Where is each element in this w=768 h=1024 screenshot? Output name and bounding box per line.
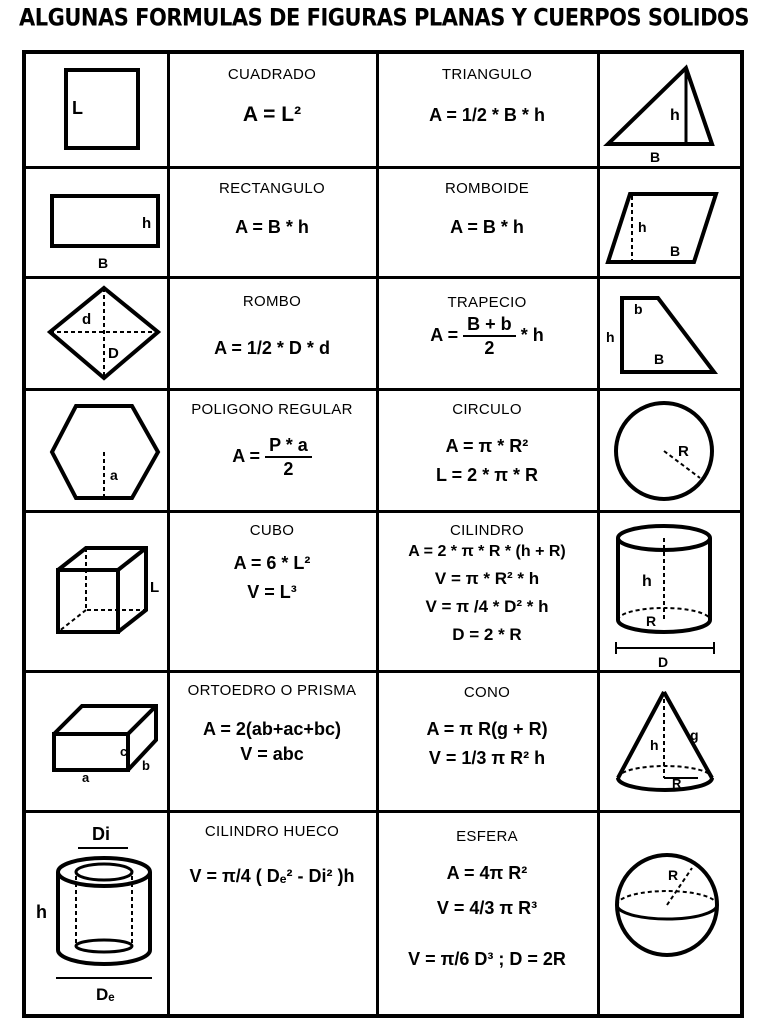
formula: A = B * h — [450, 217, 524, 237]
row-divider — [24, 810, 742, 813]
cone-figure — [614, 688, 718, 800]
shape-name: CONO — [463, 684, 511, 701]
fig-label: h — [650, 737, 659, 753]
formula: A = L² — [242, 103, 302, 126]
formula-line: V = π/6 D³ ; D = 2R — [408, 949, 566, 969]
fig-label: L — [150, 579, 160, 596]
formula-line: V = π * R² * h — [434, 569, 540, 588]
fig-label: a — [110, 467, 118, 483]
shape-name: CILINDRO HUECO — [204, 823, 340, 840]
square-figure — [50, 62, 150, 162]
fig-label: h — [142, 215, 152, 232]
fig-label: R — [678, 443, 689, 460]
row-divider — [24, 166, 742, 169]
shape-name: TRAPECIO — [447, 294, 527, 311]
row-divider — [24, 276, 742, 279]
fig-label: d — [82, 311, 92, 328]
rectangle-figure — [46, 184, 166, 274]
formula: A = 1/2 * D * d — [214, 338, 330, 358]
fig-label: B — [654, 351, 665, 367]
shape-name: POLIGONO REGULAR — [191, 401, 353, 418]
hexagon-figure — [48, 398, 162, 506]
fig-label: L — [72, 98, 83, 118]
fig-label: b — [142, 758, 150, 773]
formula-line: V = L³ — [247, 582, 297, 602]
formula: V = π/4 ( Dₑ² - Di² )h — [189, 866, 355, 886]
shape-name: CILINDRO — [449, 522, 525, 539]
formula-line: A = 6 * L² — [233, 553, 311, 573]
shape-name: RECTANGULO — [218, 180, 326, 197]
formula-line: A = π R(g + R) — [426, 719, 548, 739]
formula: A = 1/2 * B * h — [429, 105, 545, 125]
formula: A = B * h — [235, 217, 309, 237]
circle-figure — [608, 398, 720, 506]
page-title: ALGUNAS FORMULAS DE FIGURAS PLANAS Y CUERPOS SOLIDOS — [18, 3, 749, 32]
formula-line: A = 2(ab+ac+bc) — [203, 719, 341, 739]
triangle-figure — [602, 62, 722, 166]
cube-figure — [50, 540, 166, 640]
sphere-figure — [612, 850, 722, 960]
fig-label: h — [642, 573, 652, 590]
formula-line: L = 2 * π * R — [436, 465, 538, 485]
formula-line: V = 1/3 π R² h — [428, 748, 546, 768]
rhombus-figure — [46, 284, 162, 384]
fig-label: R — [668, 867, 679, 883]
fig-label: Dₑ — [96, 985, 115, 1004]
fig-label: B — [98, 255, 109, 271]
formula-line: A = 4π R² — [446, 863, 528, 883]
formula-line: D = 2 * R — [452, 625, 522, 644]
fig-label: B — [650, 149, 661, 165]
fig-label: Di — [92, 824, 110, 844]
row-divider — [24, 670, 742, 673]
shape-name: ROMBOIDE — [444, 180, 530, 197]
row-divider — [24, 388, 742, 391]
fig-label: D — [108, 345, 119, 362]
formula-line: V = abc — [240, 744, 304, 764]
fig-label: b — [634, 301, 643, 317]
column-divider — [597, 52, 600, 1014]
shape-name: ROMBO — [242, 293, 302, 310]
fig-label: B — [670, 243, 681, 259]
column-divider — [167, 52, 170, 1014]
shape-name: TRIANGULO — [441, 66, 533, 83]
column-divider — [376, 52, 379, 1014]
fig-label: D — [658, 654, 669, 668]
formula-line: A = π * R² — [445, 436, 529, 456]
formula-line: V = 4/3 π R³ — [436, 898, 538, 918]
fig-label: h — [638, 219, 647, 235]
fig-label: R — [672, 776, 682, 791]
fig-label: h — [606, 329, 615, 345]
trapezoid-figure — [602, 292, 722, 380]
row-divider — [24, 510, 742, 513]
shape-name: CUBO — [249, 522, 295, 539]
shape-name: CIRCULO — [452, 401, 522, 418]
shape-name: ORTOEDRO O PRISMA — [187, 682, 357, 699]
rhomboid-figure — [602, 186, 722, 270]
prism-figure — [48, 698, 164, 784]
hollow-cylinder-figure — [34, 820, 164, 1006]
fig-label: g — [690, 727, 699, 743]
shape-name: ESFERA — [456, 828, 518, 845]
cylinder-figure — [610, 522, 722, 668]
shape-name: CUADRADO — [227, 66, 317, 83]
formula: A = $\frac{P * a}{2}$ — [172, 434, 372, 480]
fig-label: a — [82, 770, 90, 784]
formula-line: A = 2 * π * R * (h + R) — [408, 543, 566, 560]
fig-label: h — [670, 107, 680, 124]
fig-label: R — [646, 613, 657, 629]
formula: A = $\frac{B + b}{2}$ * h — [430, 314, 544, 358]
fig-label: h — [36, 902, 47, 922]
formula-line: V = π /4 * D² * h — [425, 597, 549, 616]
fig-label: c — [120, 744, 128, 759]
